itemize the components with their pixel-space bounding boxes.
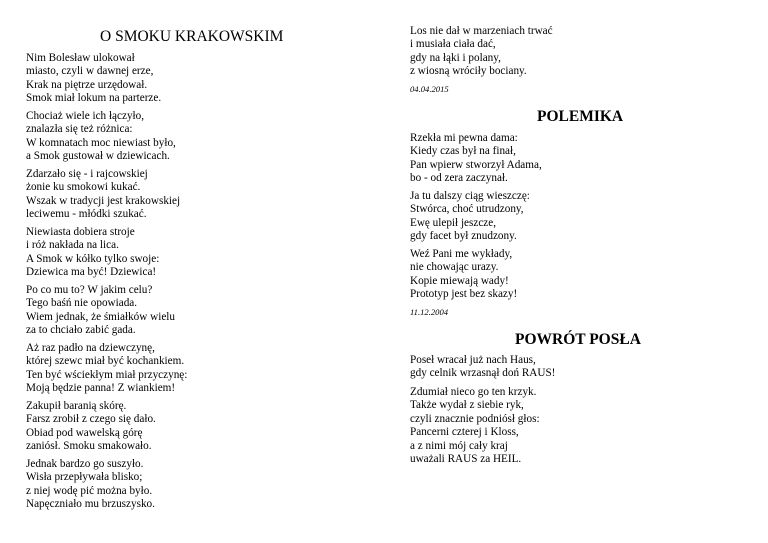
verse-line: Także wydał z siebie ryk, bbox=[410, 399, 524, 412]
stanza bbox=[410, 386, 540, 466]
verse-line: Pancerni czterej i Kloss, bbox=[410, 426, 519, 439]
verse-line: Smok miał lokum na parterze. bbox=[26, 92, 162, 105]
verse-line: Pan wpierw stworzył Adama, bbox=[410, 158, 542, 171]
verse-line: Obiad pod wawelską górę bbox=[26, 426, 143, 439]
poem-date: 04.04.2015 bbox=[410, 84, 449, 94]
poem-title-posel: POWRÓT POSŁA bbox=[515, 331, 641, 348]
verse-line: Rzekła mi pewna dama: bbox=[410, 132, 518, 144]
verse-line: a z nimi mój cały kraj bbox=[410, 439, 508, 452]
verse-line: Poseł wracał już nach Haus, bbox=[410, 354, 536, 366]
stanza bbox=[26, 168, 180, 222]
verse-line: Ten być wściekłym miał przyczynę: bbox=[26, 368, 188, 381]
verse-line: gdy na łąki i polany, bbox=[410, 51, 501, 64]
verse-line: gdy facet był znudzony. bbox=[410, 230, 517, 243]
verse-line: miasto, czyli w dawnej erze, bbox=[26, 65, 154, 78]
verse-line: żonie ku smokowi kukać. bbox=[26, 181, 141, 194]
verse-line: Aż raz padło na dziewczynę, bbox=[26, 342, 155, 354]
verse-line: bo - od zera zaczynał. bbox=[410, 172, 508, 185]
verse-line: Ja tu dalszy ciąg wieszczę: bbox=[410, 190, 530, 202]
verse-line: Tego baśń nie opowiada. bbox=[26, 297, 138, 310]
stanza bbox=[26, 458, 155, 512]
verse-line: Zakupił baranią skórę. bbox=[26, 400, 127, 412]
verse-line: Napęczniało mu brzuszysko. bbox=[26, 498, 155, 511]
verse-line: z niej wodę pić można było. bbox=[26, 484, 153, 497]
verse-line: Moją będzie panna! Z wiankiem! bbox=[26, 382, 176, 395]
poem-date: 11.12.2004 bbox=[410, 307, 449, 317]
verse-line: A Smok w kółko tylko swoje: bbox=[26, 252, 160, 265]
verse-line: uważali RAUS za HEIL. bbox=[410, 453, 522, 466]
stanza bbox=[26, 400, 156, 454]
verse-line: za to chciało zabić gada. bbox=[26, 324, 136, 337]
stanza bbox=[26, 226, 159, 280]
verse-line: W komnatach moc niewiast było, bbox=[26, 136, 176, 149]
verse-line: której szewc miał być kochankiem. bbox=[26, 355, 185, 368]
verse-line: nie chowając urazy. bbox=[410, 261, 499, 274]
verse-line: Kopie miewają wady! bbox=[410, 274, 509, 287]
stanza bbox=[26, 52, 161, 106]
verse-line: gdy celnik wrzasnął doń RAUS! bbox=[410, 367, 556, 380]
verse-line: Dziewica ma być! Dziewica! bbox=[26, 266, 157, 279]
verse-line: Niewiasta dobiera stroje bbox=[26, 226, 135, 238]
verse-line: Krak na piętrze urzędował. bbox=[26, 78, 148, 91]
verse-line: Wszak w tradycji jest krakowskiej bbox=[26, 194, 181, 207]
verse-line: czyli znacznie podniósł głos: bbox=[410, 412, 540, 425]
verse-line: Po co mu to? W jakim celu? bbox=[26, 284, 153, 296]
verse-line: Los nie dał w marzeniach trwać bbox=[410, 25, 553, 37]
verse-line: a Smok gustował w dziewicach. bbox=[26, 150, 170, 163]
verse-line: Farsz zrobił z czego się dało. bbox=[26, 413, 156, 426]
poem-title-polemika: POLEMIKA bbox=[537, 108, 624, 125]
verse-line: Ewę ulepił jeszcze, bbox=[410, 216, 497, 229]
verse-line: Wiem jednak, że śmiałków wielu bbox=[26, 310, 175, 323]
verse-line: i musiała ciała dać, bbox=[410, 38, 496, 51]
stanza bbox=[410, 132, 542, 186]
verse-line: Weź Pani me wykłady, bbox=[410, 248, 513, 260]
verse-line: Zdarzało się - i rajcowskiej bbox=[26, 168, 148, 180]
verse-line: znalazła się też różnica: bbox=[26, 123, 133, 136]
verse-line: leciwemu - młódki szukać. bbox=[26, 208, 147, 221]
verse-line: Nim Bolesław ulokował bbox=[26, 52, 135, 64]
verse-line: z wiosną wróciły bociany. bbox=[410, 65, 527, 78]
stanza bbox=[410, 25, 553, 79]
verse-line: Chociaż wiele ich łączyło, bbox=[26, 110, 145, 122]
stanza bbox=[410, 354, 555, 381]
stanza bbox=[410, 190, 530, 244]
stanza bbox=[26, 284, 175, 338]
verse-line: Jednak bardzo go suszyło. bbox=[26, 458, 144, 470]
stanza bbox=[26, 342, 187, 396]
stanza bbox=[26, 110, 176, 164]
verse-line: i róż nakłada na lica. bbox=[26, 239, 119, 252]
verse-line: Stwórca, choć utrudzony, bbox=[410, 203, 524, 216]
poem-title-smok: O SMOKU KRAKOWSKIM bbox=[100, 28, 284, 45]
verse-line: Zdumiał nieco go ten krzyk. bbox=[410, 386, 537, 398]
verse-line: zaniósł. Smoku smakowało. bbox=[26, 440, 152, 453]
verse-line: Wisła przepływała blisko; bbox=[26, 471, 143, 484]
verse-line: Kiedy czas był na finał, bbox=[410, 145, 516, 158]
stanza bbox=[410, 248, 517, 302]
verse-line: Prototyp jest bez skazy! bbox=[410, 288, 518, 301]
